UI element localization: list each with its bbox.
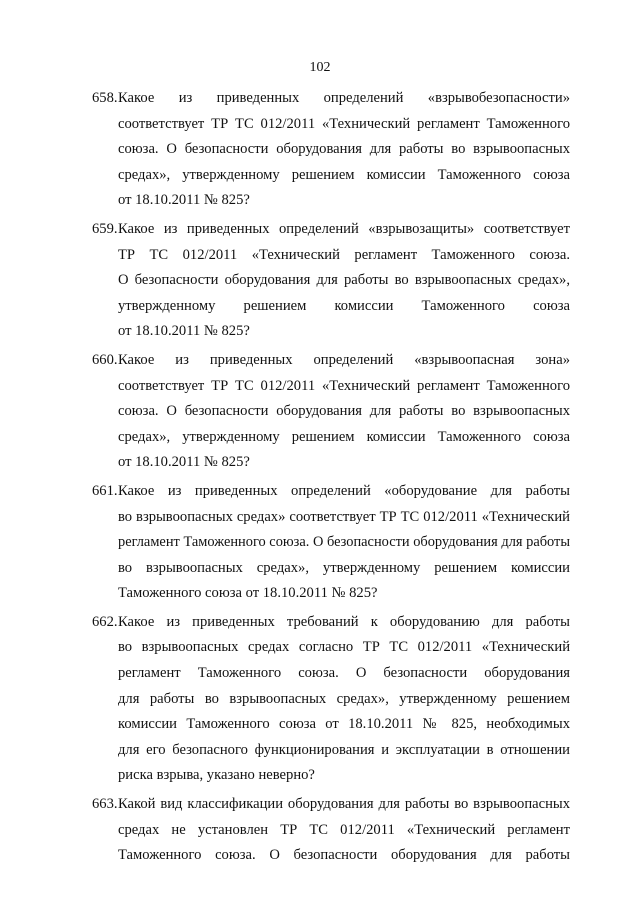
question-text-line: Какое из приведенных определений «взрывоопасная зона» bbox=[118, 351, 570, 368]
question-number: 660. bbox=[92, 351, 118, 368]
question-text-line: ТР ТС 012/2011 «Технический регламент Таможенного союза. bbox=[118, 246, 570, 263]
question-text-line: Какой вид классификации оборудования для работы во взрывоопасных bbox=[118, 796, 570, 813]
question-item bbox=[92, 217, 570, 345]
question-text-line: Какое из приведенных требований к оборудованию для работы bbox=[118, 613, 570, 630]
question-text-line: союза. О безопасности оборудования для работы во взрывоопасных bbox=[118, 141, 570, 158]
question-item bbox=[92, 792, 570, 869]
question-text-line: средах не установлен ТР ТС 012/2011 «Технический регламент bbox=[118, 821, 570, 838]
question-text bbox=[118, 479, 570, 607]
question-list bbox=[92, 86, 570, 872]
question-text-line: регламент Таможенного союза. О безопасности оборудования bbox=[118, 665, 570, 682]
question-text-line: средах», утвержденному решением комиссии Таможенного союза bbox=[118, 428, 570, 445]
question-text-line: от 18.10.2011 № 825? bbox=[118, 192, 250, 209]
question-text-line: соответствует ТР ТС 012/2011 «Технический регламент Таможенного bbox=[118, 377, 570, 394]
question-text-line: во взрывоопасных средах» соответствует ТР ТС 012/2011 «Технический bbox=[118, 508, 570, 525]
question-number: 658. bbox=[92, 90, 118, 106]
question-text-line: от 18.10.2011 № 825? bbox=[118, 454, 250, 471]
question-number: 662. bbox=[92, 613, 118, 630]
question-text-line: Какое из приведенных определений «взрывозащиты» соответствует bbox=[118, 220, 570, 237]
question-text-line: Таможенного союза. О безопасности оборудования для работы bbox=[118, 847, 570, 864]
question-text-line: во взрывоопасных средах», утвержденному решением комиссии bbox=[118, 559, 570, 576]
question-item bbox=[92, 86, 570, 214]
question-text bbox=[118, 86, 570, 214]
question-number: 661. bbox=[92, 482, 118, 499]
page-number: 102 bbox=[309, 60, 331, 75]
question-text-line: для работы во взрывоопасных средах», утвержденному решением bbox=[118, 690, 570, 707]
question-text bbox=[118, 792, 570, 869]
question-text-line: во взрывоопасных средах согласно ТР ТС 012/2011 «Технический bbox=[118, 639, 570, 656]
question-text-line: риска взрыва, указано неверно? bbox=[118, 767, 315, 784]
question-item bbox=[92, 479, 570, 607]
question-text bbox=[118, 610, 570, 789]
question-item bbox=[92, 348, 570, 476]
question-text-line: Таможенного союза от 18.10.2011 № 825? bbox=[118, 585, 378, 602]
question-text-line: от 18.10.2011 № 825? bbox=[118, 323, 250, 340]
question-text-line: утвержденному решением комиссии Таможенного союза bbox=[118, 297, 570, 314]
question-number: 663. bbox=[92, 796, 118, 813]
question-text bbox=[118, 348, 570, 476]
question-text-line: О безопасности оборудования для работы во взрывоопасных средах», bbox=[118, 272, 570, 289]
question-text-line: комиссии Таможенного союза от 18.10.2011 № 825, необходимых bbox=[118, 716, 570, 733]
question-text-line: Какое из приведенных определений «взрывобезопасности» bbox=[118, 90, 570, 106]
question-text-line: для его безопасного функционирования и эксплуатации в отношении bbox=[118, 741, 570, 758]
question-text bbox=[118, 217, 570, 345]
question-text-line: регламент Таможенного союза. О безопасности оборудования для работы bbox=[118, 534, 570, 551]
question-text-line: Какое из приведенных определений «оборудование для работы bbox=[118, 482, 570, 499]
question-text-line: соответствует ТР ТС 012/2011 «Технический регламент Таможенного bbox=[118, 115, 570, 132]
question-text-line: средах», утвержденному решением комиссии Таможенного союза bbox=[118, 166, 570, 183]
question-number: 659. bbox=[92, 220, 118, 237]
question-item bbox=[92, 610, 570, 789]
question-text-line: союза. О безопасности оборудования для работы во взрывоопасных bbox=[118, 403, 570, 420]
